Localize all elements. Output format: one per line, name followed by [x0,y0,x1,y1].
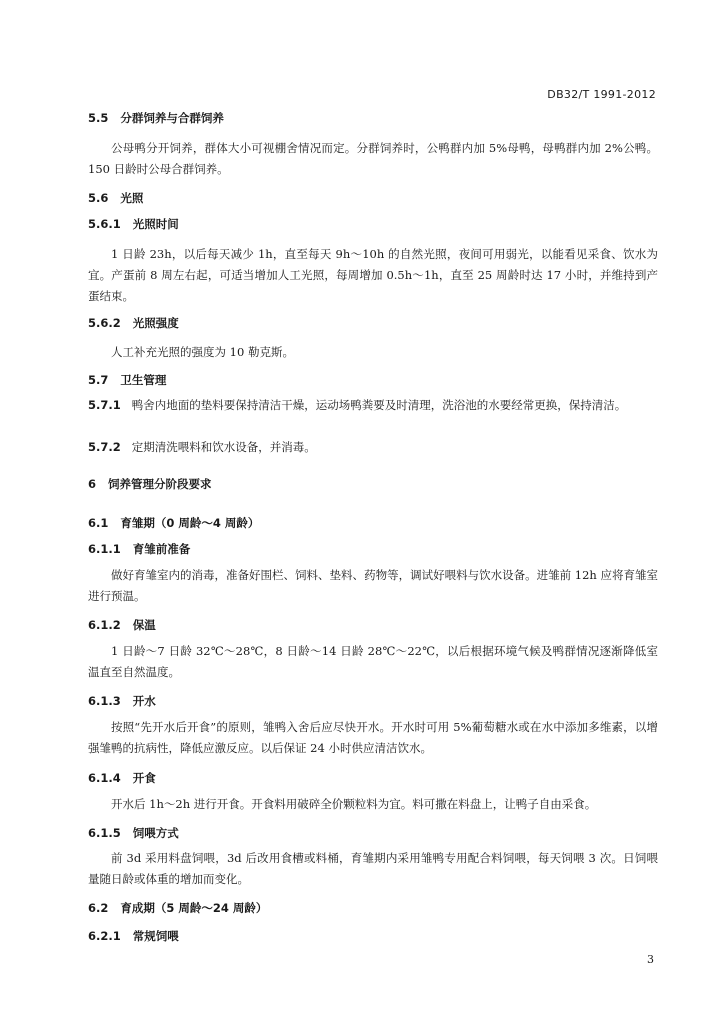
heading-6-1-2: 6.1.2 保温 [88,618,156,632]
clause-5-7-1: 5.7.1 鸭舍内地面的垫料要保持清洁干燥，运动场鸭粪要及时清理，洗浴池的水要经常更换，保持清洁。 [88,398,627,412]
heading-6-1-1: 6.1.1 育雏前准备 [88,542,191,556]
paragraph: 开水后 1h～2h 进行开食。开食料用破碎全价颗粒料为宜。料可撒在料盘上，让鸭子自由采食。 [111,797,597,811]
heading-5-5: 5.5 分群饲养与合群饲养 [88,111,224,125]
heading-5-6: 5.6 光照 [88,191,144,205]
heading-6: 6 饲养管理分阶段要求 [88,477,212,491]
heading-6-1: 6.1 育雏期（0 周龄～4 周龄） [88,516,260,530]
standard-code: DB32/T 1991-2012 [547,88,656,101]
heading-6-1-4: 6.1.4 开食 [88,771,156,785]
heading-5-6-1: 5.6.1 光照时间 [88,217,179,231]
paragraph: 前 3d 采用料盘饲喂，3d 后改用食槽或料桶，育雏期内采用雏鸭专用配合料饲喂，每天饲喂 3 次。日饲喂量随日龄或体重的增加而变化。 [88,851,658,886]
paragraph: 按照“先开水后开食”的原则，雏鸭入舍后应尽快开水。开水时可用 5%葡萄糖水或在水中添加多维素，以增强雏鸭的抗病性，降低应激反应。以后保证 24 小时供应清洁饮水。 [88,720,658,755]
paragraph: 做好育雏室内的消毒，准备好围栏、饲料、垫料、药物等，调试好喂料与饮水设备。进雏前 12h 应将育雏室进行预温。 [88,568,658,603]
heading-6-1-3: 6.1.3 开水 [88,694,156,708]
paragraph: 1 日龄～7 日龄 32℃～28℃，8 日龄～14 日龄 28℃～22℃，以后根据环境气候及鸭群情况逐渐降低室温直至自然温度。 [88,644,658,679]
heading-6-2-1: 6.2.1 常规饲喂 [88,929,179,943]
paragraph: 1 日龄 23h，以后每天减少 1h，直至每天 9h～10h 的自然光照，夜间可用弱光，以能看见采食、饮水为宜。产蛋前 8 周左右起，可适当增加人工光照，每周增加 0.5h～1h，直至 25 周龄时达 17 小时，并维持到产蛋结束。 [88,247,658,303]
heading-6-1-5: 6.1.5 饲喂方式 [88,826,179,840]
heading-6-2: 6.2 育成期（5 周龄～24 周龄） [88,901,268,915]
paragraph: 人工补充光照的强度为 10 勒克斯。 [111,345,294,359]
page-number: 3 [647,953,654,966]
heading-5-6-2: 5.6.2 光照强度 [88,316,179,330]
paragraph: 公母鸭分开饲养，群体大小可视棚舍情况而定。分群饲养时，公鸭群内加 5%母鸭，母鸭群内加 2%公鸭。150 日龄时公母合群饲养。 [88,141,658,176]
heading-5-7: 5.7 卫生管理 [88,373,167,387]
clause-5-7-2: 5.7.2 定期清洗喂料和饮水设备，并消毒。 [88,440,316,454]
